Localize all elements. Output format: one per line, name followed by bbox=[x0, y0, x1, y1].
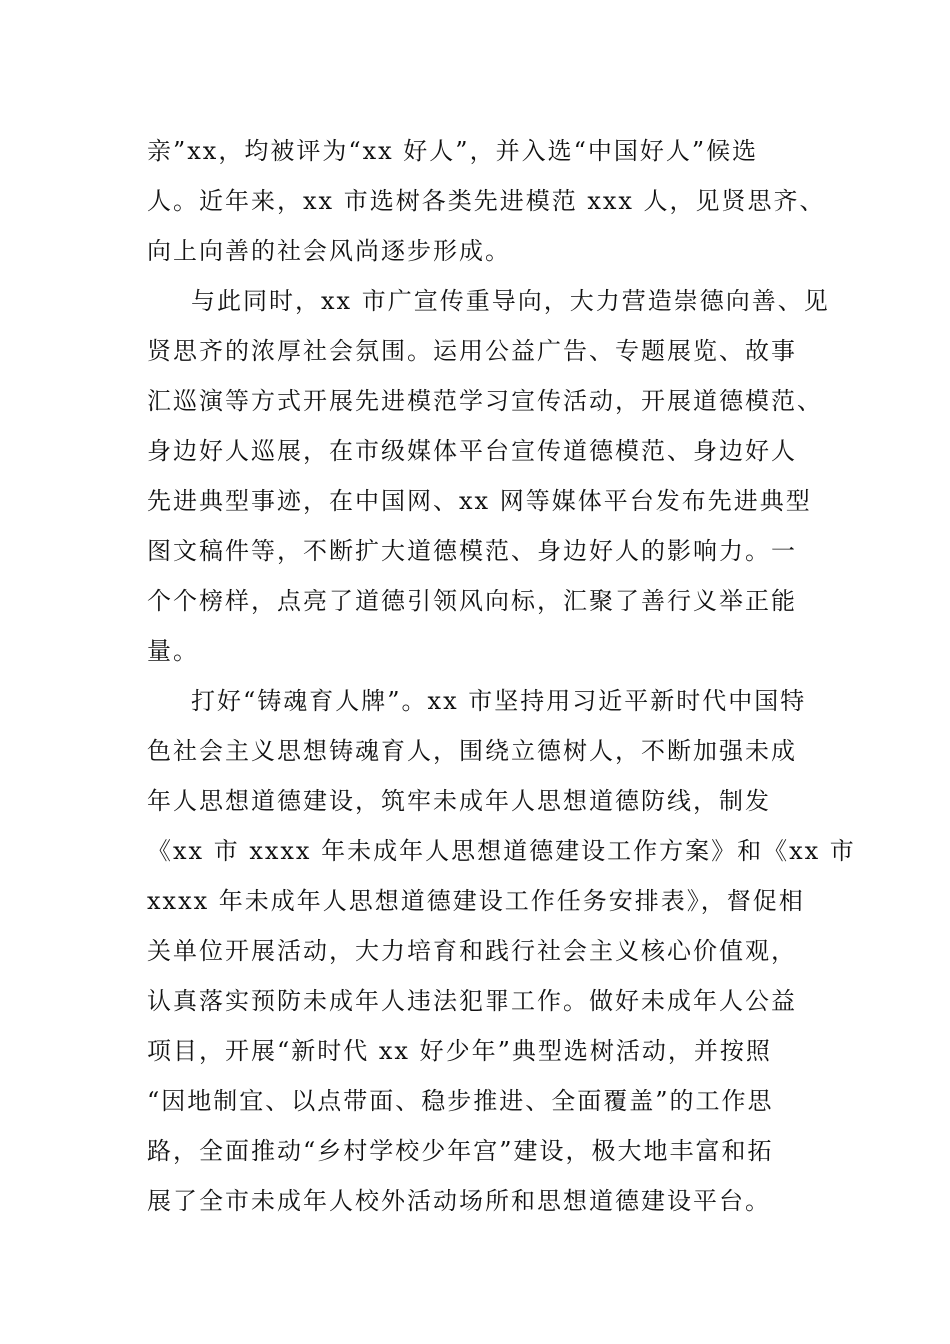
text-line: 项目，开展“新时代 xx 好少年”典型选树活动，并按照 bbox=[147, 1037, 772, 1065]
paragraph-1 bbox=[147, 126, 826, 276]
text-line: 向上向善的社会风尚逐步形成。 bbox=[147, 237, 511, 265]
text-line: 年人思想道德建设，筑牢未成年人思想道德防线，制发 bbox=[147, 787, 771, 815]
paragraph-3 bbox=[147, 676, 856, 1226]
text-line: 身边好人巡展，在市级媒体平台宣传道德模范、身边好人 bbox=[147, 437, 797, 465]
text-line: 人。近年来，xx 市选树各类先进模范 xxx 人，见贤思齐、 bbox=[147, 187, 826, 215]
text-line: 量。 bbox=[147, 637, 199, 665]
text-line: 先进典型事迹，在中国网、xx 网等媒体平台发布先进典型 bbox=[147, 487, 812, 515]
text-line: 贤思齐的浓厚社会氛围。运用公益广告、专题展览、故事 bbox=[147, 337, 797, 365]
text-line: 展了全市未成年人校外活动场所和思想道德建设平台。 bbox=[147, 1187, 771, 1215]
text-line: 汇巡演等方式开展先进模范学习宣传活动，开展道德模范、 bbox=[147, 387, 823, 415]
paragraph-2 bbox=[147, 276, 830, 676]
text-line: 路，全面推动“乡村学校少年宫”建设，极大地丰富和拓 bbox=[147, 1137, 774, 1165]
text-line: xxxx 年未成年人思想道德建设工作任务安排表》，督促相 bbox=[147, 887, 805, 915]
text-line: 个个榜样，点亮了道德引领风向标，汇聚了善行义举正能 bbox=[147, 587, 797, 615]
text-line: 关单位开展活动，大力培育和践行社会主义核心价值观， bbox=[147, 937, 797, 965]
text-line: “因地制宜、以点带面、稳步推进、全面覆盖”的工作思 bbox=[147, 1087, 774, 1115]
text-line: 认真落实预防未成年人违法犯罪工作。做好未成年人公益 bbox=[147, 987, 797, 1015]
text-line: 与此同时，xx 市广宣传重导向，大力营造崇德向善、见 bbox=[191, 287, 830, 315]
text-line: 《xx 市 xxxx 年未成年人思想道德建设工作方案》和《xx 市 bbox=[147, 837, 856, 865]
text-line: 色社会主义思想铸魂育人，围绕立德树人，不断加强未成 bbox=[147, 737, 797, 765]
text-line: 图文稿件等，不断扩大道德模范、身边好人的影响力。一 bbox=[147, 537, 797, 565]
text-line: 亲”xx，均被评为“xx 好人”，并入选“中国好人”候选 bbox=[147, 137, 759, 165]
document-body bbox=[147, 126, 856, 1226]
text-line: 打好“铸魂育人牌”。xx 市坚持用习近平新时代中国特 bbox=[191, 687, 807, 715]
